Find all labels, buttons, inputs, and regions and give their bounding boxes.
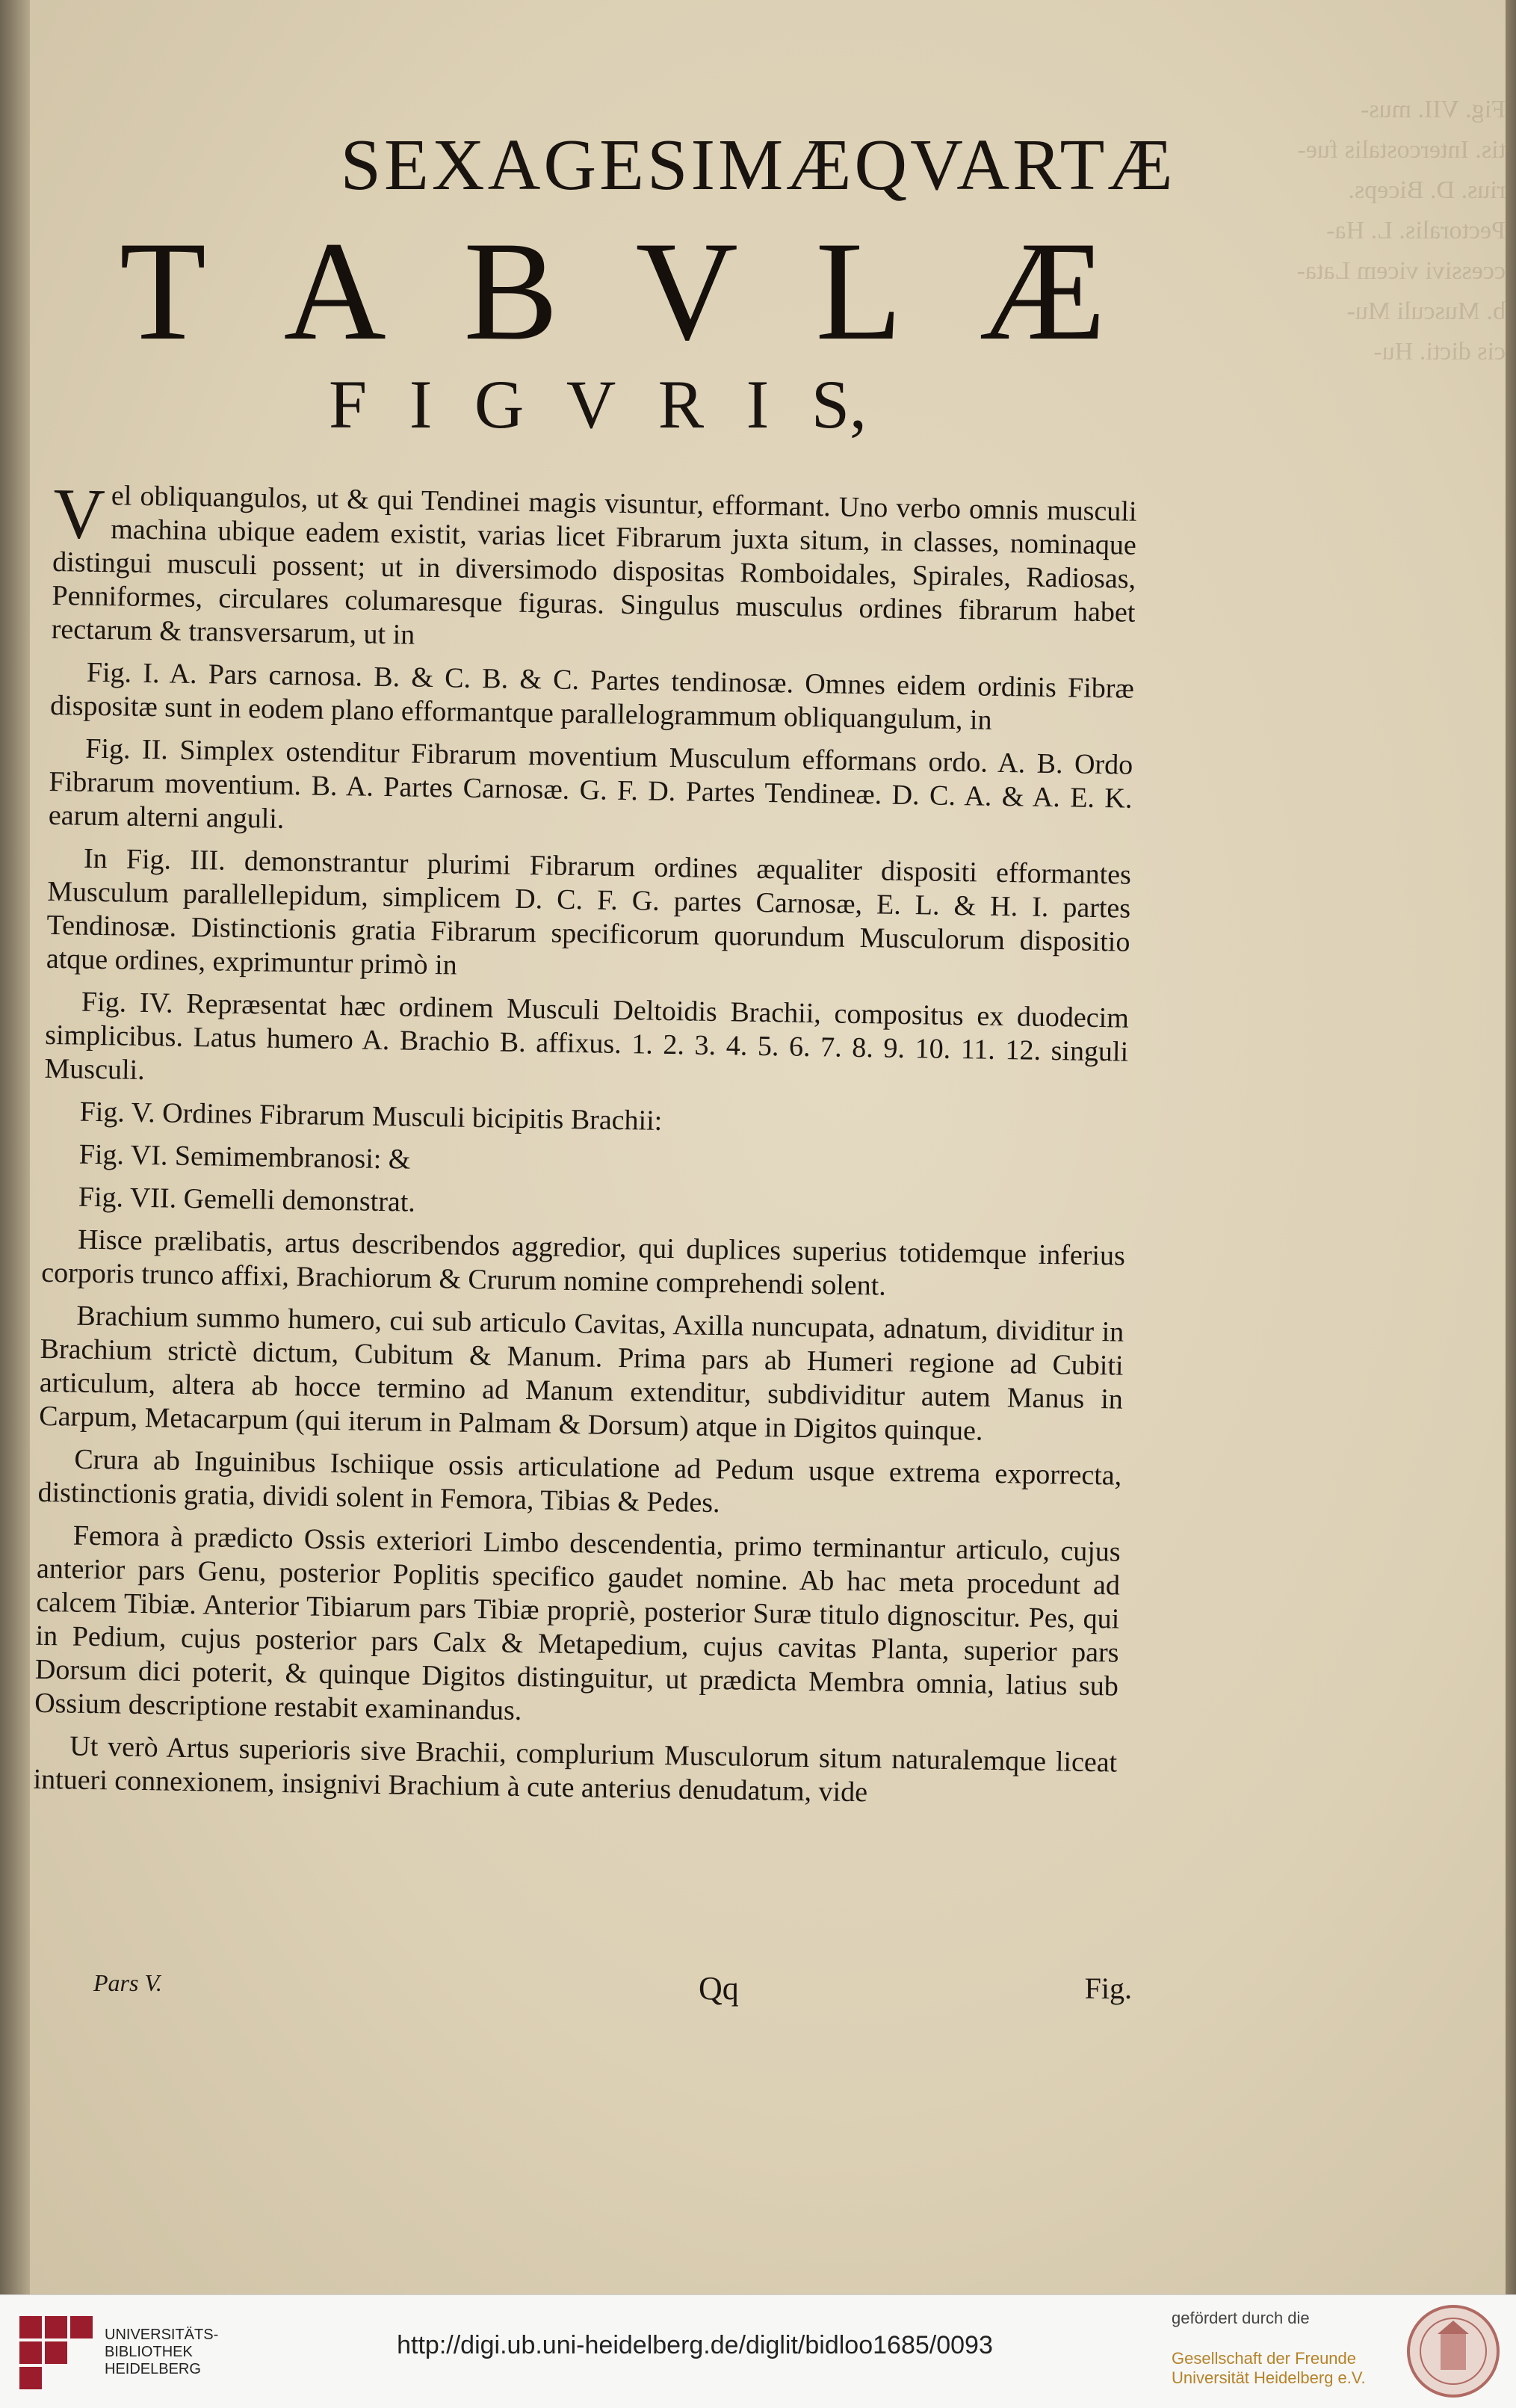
paragraph: Brachium summo humero, cui sub articulo Cavitas, Axilla nuncupata, adnatum, dividitur in Brachium strictè dictum, Cubitum & Manum. Prima pars ab Humeri regione ad Cubiti articulum, altera ab hocce termino ad Manum extenditur, subdividitur autem Manus in Carpum, Metacarpum (qui iterum in Palmam & Dorsum) atque in Digitos quinque.: [38, 1300, 1124, 1447]
body-text: [33, 473, 1137, 1823]
library-name: UNIVERSITÄTS- BIBLIOTHEK HEIDELBERG: [105, 2327, 219, 2377]
paragraph: Fig. V. Ordines Fibrarum Musculi bicipitis Brachii:: [79, 1096, 663, 1137]
paragraph: Fig. II. Simplex ostenditur Fibrarum moventium Musculum efformans ordo. A. B. Ordo Fibrarum moventium. B. A. Partes Carnosæ. G. F. D. Partes Tendineæ. D. C. A. & A. E. K. earum alterni anguli.: [48, 732, 1133, 835]
paragraph: Femora à prædicto Ossis exteriori Limbo descendentia, primo terminantur articulo, cujus anterior pars Genu, posterior Poplitis specifico gaudet nomine. Ab hac meta procedunt ad calcem Tibiæ. Anterior Tibiarum pars Tibiæ propriè, posterior Suræ titulo dignoscitur. Pes, qui in Pedium, cujus posterior pars Calx & Metapedium, cujus cavitas Planta, superior pars Dorsum dici poterit, & quinque Digitos distinguitur, ut prædicta Membra omnia, latius sub Ossium descriptione restabit examinandus.: [34, 1519, 1121, 1727]
title-line-2: [120, 213, 1106, 370]
part-label: Pars V.: [93, 1969, 162, 1996]
title-line-3: [329, 365, 867, 444]
title-letter: A: [283, 213, 386, 370]
paragraph: Crura ab Inguinibus Ischiique ossis articulatione ad Pedum usque extrema exporrecta, distinctionis gratia, dividi solent in Femora, Tibias & Pedes.: [37, 1443, 1122, 1519]
page-footer: [93, 1969, 1132, 2014]
university-library-logo-icon: [15, 2312, 97, 2392]
title-letter: V: [635, 213, 738, 370]
title-letter: I: [746, 366, 770, 442]
paragraph: [51, 473, 1137, 664]
paragraph: Fig. IV. Repræsentat hæc ordinem Musculi Deltoidis Brachii, compositus ex duodecim simplicibus. Latus humero A. Brachio B. affixus. 1. 2. 3. 4. 5. 6. 7. 8. 9. 10. 11. 12. singuli Musculi.: [44, 986, 1130, 1087]
paragraph: In Fig. III. demonstrantur plurimi Fibrarum ordines æqualiter dispositi efformantes Musculum parallellepidum, simplicem D. C. F. G. partes Carnosæ, E. L. & H. I. partes Tendinosæ. Distinctionis gratia Fibrarum specificorum quorundum Musculorum dispositio atque ordines, exprimuntur primò in: [46, 842, 1132, 981]
title-letter: L: [815, 213, 903, 370]
paragraph: Fig. VII. Gemelli demonstrat.: [78, 1181, 416, 1218]
source-url[interactable]: http://digi.ub.uni-heidelberg.de/diglit/bidloo1685/0093: [397, 2331, 993, 2359]
title-letter: I: [409, 366, 433, 442]
paragraph: Ut verò Artus superioris sive Brachii, complurium Musculorum situm naturalemque liceat intueri connexionem, insignivi Brachium à cute anterius denudatum, vide: [33, 1730, 1118, 1809]
title-letter: B: [463, 213, 559, 370]
title-letter: S,: [811, 366, 867, 442]
title-line-1: SEXAGESIMÆQVARTÆ: [340, 125, 1176, 206]
title-letter: T: [120, 213, 207, 370]
sponsor-name: Gesellschaft der Freunde Universität Heidelberg e.V.: [1172, 2349, 1366, 2387]
paragraph: Hisce prælibatis, artus describendos aggredior, qui duplices superius totidemque inferius corporis trunco affixi, Brachiorum & Crurum nomine comprehendi solent.: [40, 1223, 1126, 1302]
title-letter: V: [566, 366, 616, 442]
society-seal-icon: [1405, 2303, 1502, 2400]
title-letter: G: [474, 366, 525, 442]
title-letter: Æ: [980, 213, 1106, 370]
sponsor-intro: gefördert durch die: [1172, 2309, 1310, 2327]
title-letter: R: [658, 366, 705, 442]
paragraph: Fig. VI. Semimembranosi: &: [78, 1138, 411, 1176]
title-letter: F: [329, 366, 368, 442]
paragraph: Fig. I. A. Pars carnosa. B. & C. B. & C. Partes tendinosæ. Omnes eidem ordinis Fibræ dispositæ sunt in eodem plano efformantque parallelogrammum obliquangulum, in: [49, 656, 1135, 736]
show-through-text: Fig. VII. mus- tis. Intercostalis fue- rius. D. Biceps. Pectoralis. L. Ha- ccessivi vicem Lata- b. Musculi Mu- cis dicti. Hu-: [1296, 96, 1506, 365]
signature-mark: Qq: [699, 1970, 739, 2007]
paragraph-text: el obliquangulos, ut & qui Tendinei magis visuntur, efformant. Uno verbo omnis musculi machina ubique eadem existit, varias licet Fibrarum juxta situm, in classes, nominaque distingui musculi possent; ut in diversimodo dispositas Romboidales, Spirales, Radiosas, Penniformes, circulares columaresque figuras. Singulus musculus ordines fibrarum habet rectarum & transversarum, ut in: [51, 480, 1137, 651]
drop-cap: V: [52, 473, 106, 555]
catchword: Fig.: [1084, 1972, 1132, 2005]
digitization-footer-bar: [0, 2294, 1516, 2408]
